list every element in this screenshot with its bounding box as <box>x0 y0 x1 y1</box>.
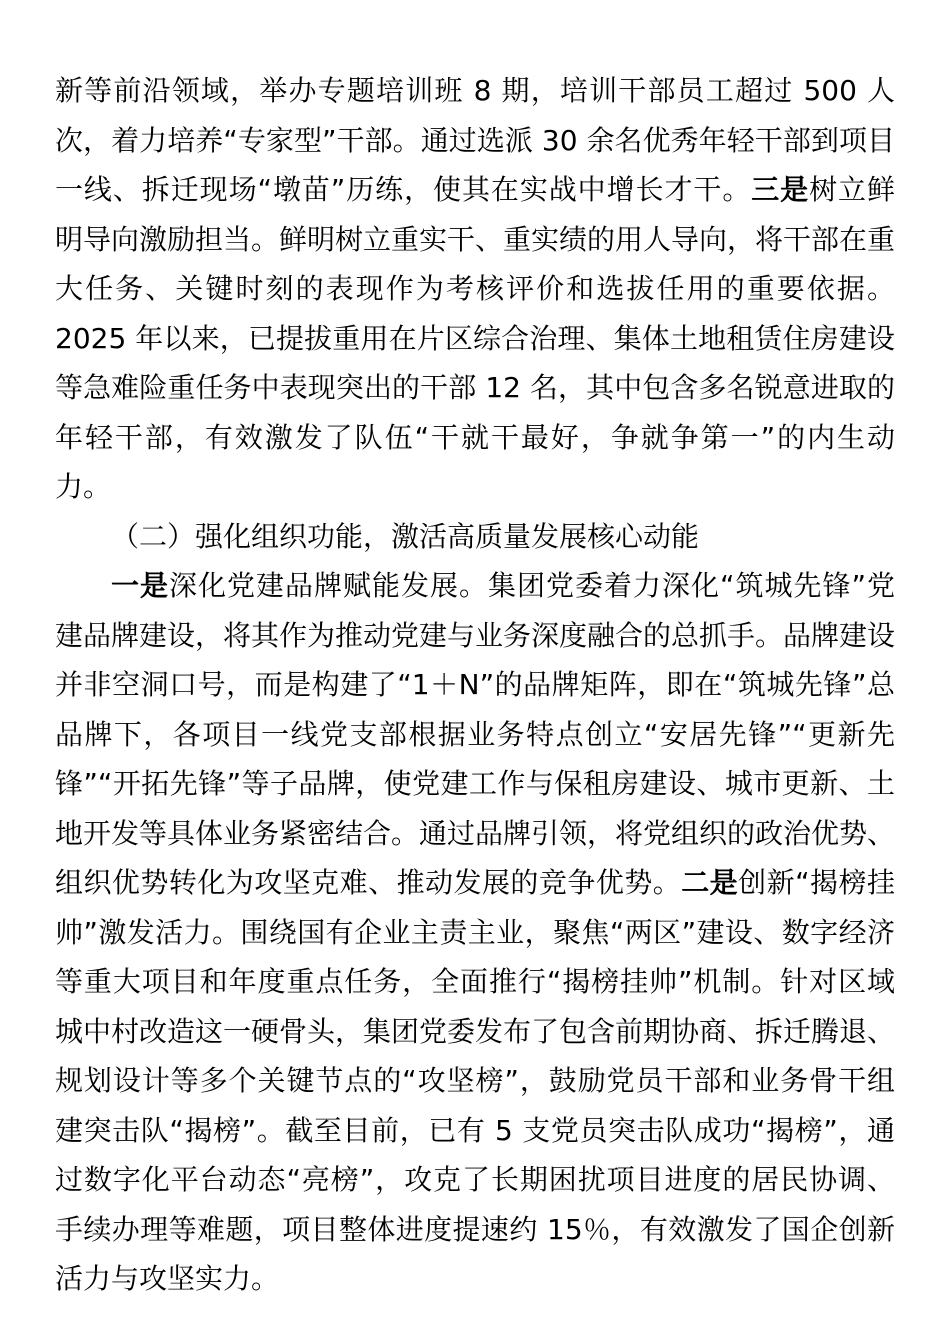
list-marker-second: 二是 <box>681 866 739 899</box>
body-text-run: 深化党建品牌赋能发展。集团党委着力深化“筑城先锋”党建品牌建设，将其作为推动党建与业务深度融合的总抓手。品牌建设并非空洞口号，而是构建了“1＋N”的品牌矩阵，即在“筑城先锋”总品牌下，各项目一线党支部根据业务特点创立“安居先锋”“更新先锋”“开拓先锋”等子品牌，使党建工作与保租房建设、城市更新、土地开发等具体业务紧密结合。通过品牌引领，将党组织的政治优势、组织优势转化为攻坚克难、推动发展的竞争优势。 <box>55 569 896 899</box>
section-heading: （二）强化组织功能，激活高质量发展核心动能 <box>111 519 700 553</box>
paragraph-continuation <box>55 66 895 512</box>
body-text-run: 创新“揭榜挂帅”激发活力。围绕国有企业主责主业，聚焦“两区”建设、数字经济等重大项目和年度重点任务，全面推行“揭榜挂帅”机制。针对区域城中村改造这一硬骨头，集团党委发布了包含前期协商、拆迁腾退、规划设计等多个关键节点的“攻坚榜”，鼓励党员干部和业务骨干组建突击队“揭榜”。截至目前，已有 5 支党员突击队成功“揭榜”，通过数字化平台动态“亮榜”，攻克了长期困扰项目进度的居民协调、手续办理等难题，项目整体进度提速约 15％，有效激发了国企创新活力与攻坚实力。 <box>55 866 896 1295</box>
body-text-run: 新等前沿领域，举办专题培训班 8 期，培训干部员工超过 500 人次，着力培养“专家型”干部。通过选派 30 余名优秀年轻干部到项目一线、拆迁现场“墩苗”历练，使其在实战中增长才干。 <box>55 74 895 206</box>
body-text-run: 树立鲜明导向激励担当。鲜明树立重实干、重实绩的用人导向，将干部在重大任务、关键时刻的表现作为考核评价和选拔任用的重要依据。2025 年以来，已提拔重用在片区综合治理、集体土地租赁住房建设等急难险重任务中表现突出的干部 12 名，其中包含多名锐意进取的年轻干部，有效激发了队伍“干就干最好，争就争第一”的内生动力。 <box>55 173 896 503</box>
list-marker-first: 一是 <box>111 569 169 602</box>
list-marker-third: 三是 <box>751 173 810 206</box>
paragraph-organization <box>55 561 895 1304</box>
